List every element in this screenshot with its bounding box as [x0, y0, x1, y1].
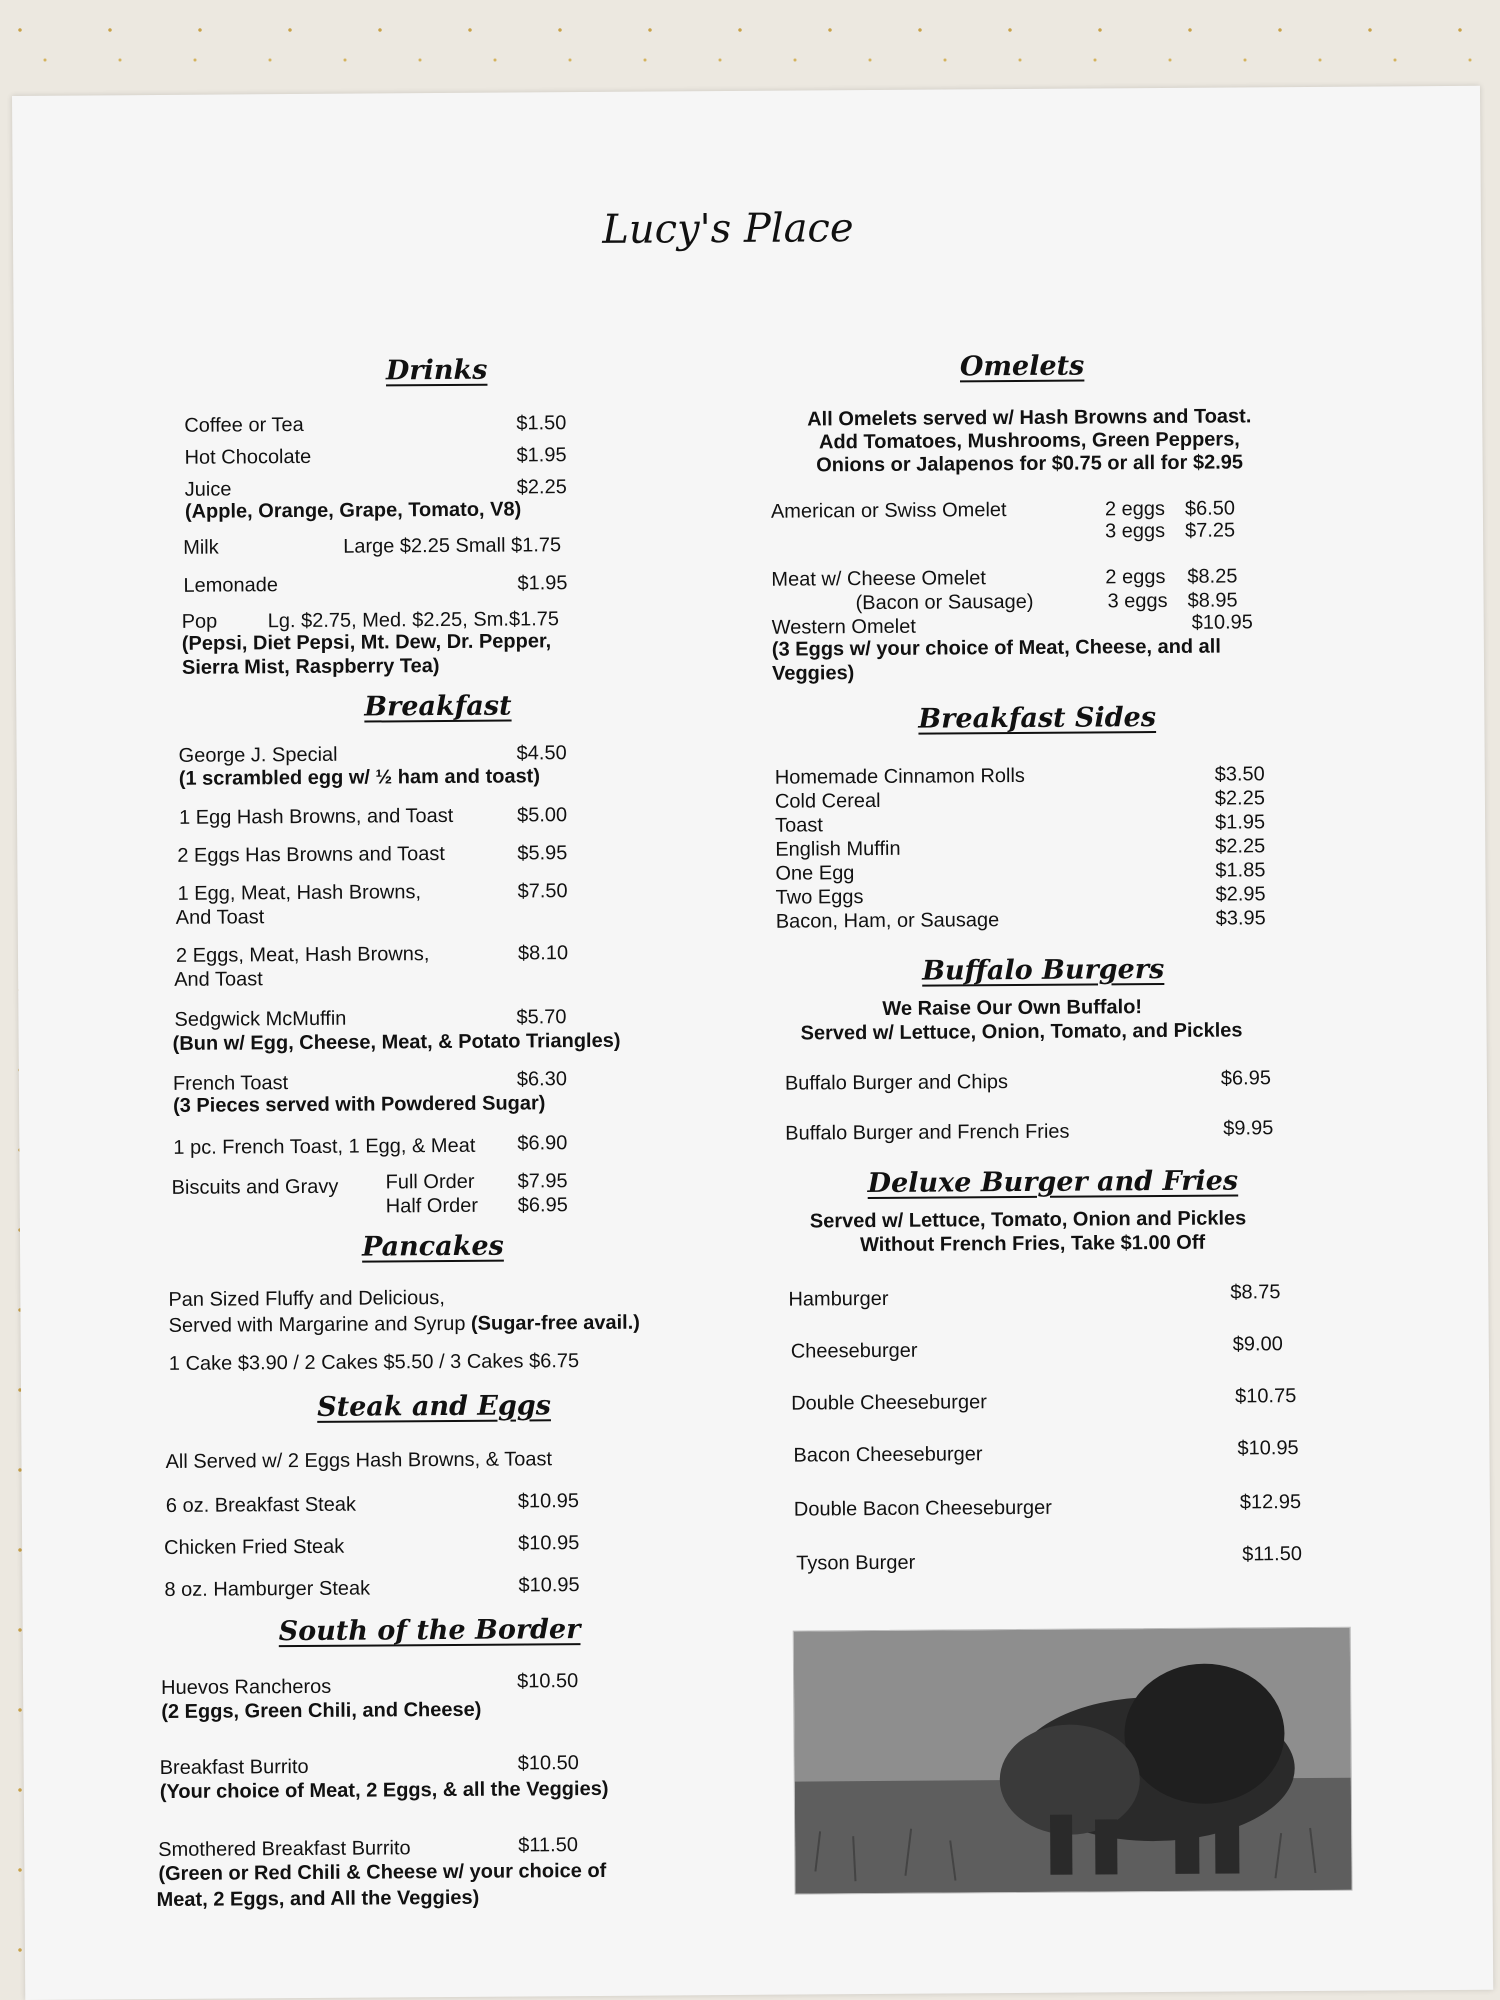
menu-item-price: 1 Cake $3.90 / 2 Cakes $5.50 / 3 Cakes $6.75	[168, 1350, 580, 1375]
menu-item-price: Large $2.25 Small $1.75	[343, 534, 562, 558]
menu-item-price: $8.95	[1187, 589, 1238, 612]
menu-item-name: Pop	[181, 610, 218, 633]
side-price: $1.95	[1214, 811, 1266, 834]
menu-item-price: $10.95	[518, 1532, 580, 1555]
menu-item-price: $10.95	[518, 1574, 580, 1597]
menu-item-note: (Bacon or Sausage)	[855, 590, 1034, 615]
menu-item-price: Lg. $2.75, Med. $2.25, Sm.$1.75	[267, 608, 560, 633]
menu-item-name: Coffee or Tea	[184, 413, 304, 437]
menu-item-name: Huevos Rancheros	[161, 1675, 332, 1699]
menu-item-name: French Toast	[172, 1072, 289, 1095]
menu-item-price: $1.95	[517, 572, 568, 595]
menu-item-name: Buffalo Burger and Chips	[784, 1071, 1009, 1095]
menu-item-option: 2 eggs	[1104, 497, 1166, 521]
side-name: Bacon, Ham, or Sausage	[775, 909, 1000, 933]
menu-item-price: $7.25	[1184, 519, 1236, 542]
menu-item-price: $10.75	[1235, 1385, 1297, 1408]
menu-item-name: Bacon Cheeseburger	[793, 1443, 983, 1467]
menu-item-note: (3 Eggs w/ your choice of Meat, Cheese, and all	[771, 635, 1221, 661]
list-item	[776, 907, 1266, 934]
menu-item-name: Double Bacon Cheeseburger	[793, 1496, 1052, 1521]
menu-item-name: 6 oz. Breakfast Steak	[165, 1493, 357, 1517]
list-item	[775, 787, 1265, 814]
menu-item-note: (Your choice of Meat, 2 Eggs, & all the Veggies)	[159, 1777, 609, 1804]
menu-item-name: Lemonade	[183, 574, 279, 597]
side-name: Two Eggs	[775, 886, 864, 909]
sides-heading: Breakfast Sides	[918, 702, 1157, 735]
menu-item-name: 2 Eggs Has Browns and Toast	[177, 842, 445, 867]
menu-item-note: (Pepsi, Diet Pepsi, Mt. Dew, Dr. Pepper,	[181, 630, 552, 655]
pancakes-heading: Pancakes	[361, 1230, 504, 1263]
menu-item-name: Juice	[184, 478, 232, 501]
menu-item-note: (Green or Red Chili & Cheese w/ your choice of	[158, 1859, 607, 1886]
menu-item-name: 1 Egg, Meat, Hash Browns,	[177, 881, 422, 905]
buffalo-photo	[793, 1627, 1353, 1895]
side-name: English Muffin	[775, 837, 901, 861]
menu-item-price: $5.70	[516, 1006, 567, 1029]
menu-item-note	[14, 404, 1444, 483]
menu-item-price: $6.30	[516, 1068, 568, 1091]
menu-item-price: $9.00	[1232, 1333, 1283, 1356]
menu-item-price: $6.95	[517, 1194, 568, 1217]
list-item	[775, 763, 1265, 790]
menu-item-note: Without French Fries, Take $1.00 Off	[859, 1231, 1206, 1257]
menu-item-name: Hot Chocolate	[184, 445, 312, 469]
menu-item-note: Served w/ Lettuce, Onion, Tomato, and Pickles	[800, 1019, 1243, 1045]
pancakes-desc: Served with Margarine and Syrup	[168, 1312, 472, 1337]
menu-item-name: Breakfast Burrito	[159, 1755, 309, 1780]
menu-item-name: Smothered Breakfast Burrito	[158, 1837, 411, 1862]
buffalo-tagline: We Raise Our Own Buffalo!	[882, 996, 1143, 1020]
side-price: $2.95	[1215, 883, 1266, 906]
menu-item-price: $10.95	[1191, 611, 1253, 634]
menu-item-price: $7.50	[517, 880, 568, 903]
menu-item-name: Western Omelet	[771, 615, 916, 639]
drinks-heading: Drinks	[385, 354, 488, 387]
omelets-note-2: Add Tomatoes, Mushrooms, Green Peppers,	[818, 428, 1240, 454]
menu-item-option: Full Order	[385, 1170, 475, 1194]
menu-item-price: $10.50	[517, 1670, 579, 1693]
menu-item-price: $6.90	[517, 1132, 568, 1155]
menu-item-note: (3 Pieces served with Powdered Sugar)	[172, 1092, 546, 1117]
menu-item-price: $8.10	[517, 942, 569, 965]
menu-item-name: Cheeseburger	[790, 1339, 918, 1363]
menu-item-name: Tyson Burger	[796, 1551, 916, 1575]
menu-item-price: $5.95	[517, 842, 568, 865]
menu-item-name: Sedgwick McMuffin	[174, 1007, 347, 1031]
menu-item-note: Served w/ Lettuce, Tomato, Onion and Pickles	[809, 1207, 1247, 1233]
side-name: Homemade Cinnamon Rolls	[774, 764, 1025, 789]
side-name: Cold Cereal	[774, 789, 881, 813]
menu-item-price: $10.50	[517, 1752, 579, 1775]
menu-item-price: $11.50	[518, 1834, 578, 1857]
menu-item-name: 8 oz. Hamburger Steak	[164, 1577, 371, 1601]
menu-item-price: $10.95	[517, 1490, 580, 1513]
menu-item-name: 2 Eggs, Meat, Hash Browns,	[175, 943, 430, 967]
list-item	[775, 811, 1265, 838]
breakfast-heading: Breakfast	[364, 690, 512, 723]
deluxe-heading: Deluxe Burger and Fries	[867, 1165, 1239, 1200]
menu-item-note: (1 scrambled egg w/ ½ ham and toast)	[178, 765, 541, 790]
list-item	[775, 859, 1265, 886]
menu-item-name: Biscuits and Gravy	[171, 1175, 339, 1199]
omelets-note-3: Onions or Jalapenos for $0.75 or all for $2.95	[816, 451, 1244, 477]
steak-heading: Steak and Eggs	[317, 1390, 551, 1423]
page-title: Lucy's Place	[602, 205, 854, 253]
menu-item-price: $7.95	[517, 1170, 568, 1193]
menu-item-note: All Served w/ 2 Eggs Hash Browns, & Toast	[165, 1448, 553, 1473]
menu-item-price: $10.95	[1237, 1437, 1299, 1460]
menu-item-price: $8.75	[1230, 1281, 1281, 1304]
menu-item-name: Buffalo Burger and French Fries	[785, 1120, 1070, 1145]
menu-item-note: (2 Eggs, Green Chili, and Cheese)	[161, 1698, 482, 1723]
omelets-heading: Omelets	[959, 350, 1085, 383]
menu-item-note: (Bun w/ Egg, Cheese, Meat, & Potato Triangles)	[172, 1029, 621, 1055]
menu-item-note	[169, 1312, 640, 1338]
menu-item-price: $6.95	[1220, 1067, 1272, 1090]
menu-item-price: $4.50	[516, 742, 567, 765]
side-price: $2.25	[1214, 787, 1266, 810]
menu-item-price: $1.50	[516, 412, 567, 435]
list-item	[776, 883, 1266, 910]
menu-item-name: And Toast	[175, 906, 265, 929]
menu-item-price: $11.50	[1242, 1543, 1302, 1566]
menu-item-name: 1 pc. French Toast, 1 Egg, & Meat	[173, 1134, 476, 1159]
menu-item-option: Half Order	[385, 1194, 479, 1218]
menu-item-note: Sierra Mist, Raspberry Tea)	[181, 655, 440, 679]
menu-item-name: Chicken Fried Steak	[164, 1535, 345, 1559]
menu-item-name: 1 Egg Hash Browns, and Toast	[178, 804, 454, 829]
menu-item-name: Double Cheeseburger	[791, 1391, 987, 1415]
menu-item-price: $9.95	[1223, 1117, 1274, 1140]
menu-item-option: 3 eggs	[1107, 589, 1168, 613]
menu-item-name: And Toast	[174, 968, 263, 991]
menu-item-option: 2 eggs	[1105, 565, 1166, 589]
menu-item-note: Pan Sized Fluffy and Delicious,	[168, 1287, 445, 1311]
menu-item-price: $2.25	[516, 476, 567, 499]
list-item	[775, 835, 1265, 862]
menu-sheet	[12, 86, 1493, 2000]
menu-item-note: Meat, 2 Eggs, and All the Veggies)	[156, 1886, 480, 1912]
side-name: Toast	[775, 814, 824, 837]
buffalo-heading: Buffalo Burgers	[922, 953, 1165, 987]
menu-item-price: $8.25	[1187, 565, 1238, 588]
side-name: One Egg	[775, 862, 855, 885]
menu-item-price: $5.00	[516, 804, 568, 827]
menu-item-option: 3 eggs	[1104, 519, 1166, 543]
menu-item-price: $1.95	[516, 444, 567, 467]
menu-item-price: $12.95	[1239, 1491, 1302, 1514]
menu-item-note: Veggies)	[771, 662, 855, 685]
menu-item-name: Milk	[183, 536, 219, 559]
south-heading: South of the Border	[278, 1614, 581, 1648]
side-price: $3.50	[1214, 763, 1265, 786]
buffalo-illustration	[794, 1628, 1352, 1894]
omelets-note-1: All Omelets served w/ Hash Browns and Toast.	[807, 405, 1252, 431]
side-price: $3.95	[1215, 907, 1266, 930]
menu-item-note: (Apple, Orange, Grape, Tomato, V8)	[184, 498, 522, 523]
sides-list	[775, 763, 1266, 934]
menu-item-name: George J. Special	[178, 743, 338, 767]
menu-item-name: American or Swiss Omelet	[770, 499, 1007, 523]
sugar-free-note: (Sugar-free avail.)	[470, 1311, 640, 1335]
menu-item-name: Hamburger	[788, 1287, 889, 1311]
side-price: $2.25	[1215, 835, 1266, 858]
menu-item-name: Meat w/ Cheese Omelet	[771, 567, 986, 591]
side-price: $1.85	[1215, 859, 1266, 882]
menu-item-price: $6.50	[1184, 497, 1236, 520]
